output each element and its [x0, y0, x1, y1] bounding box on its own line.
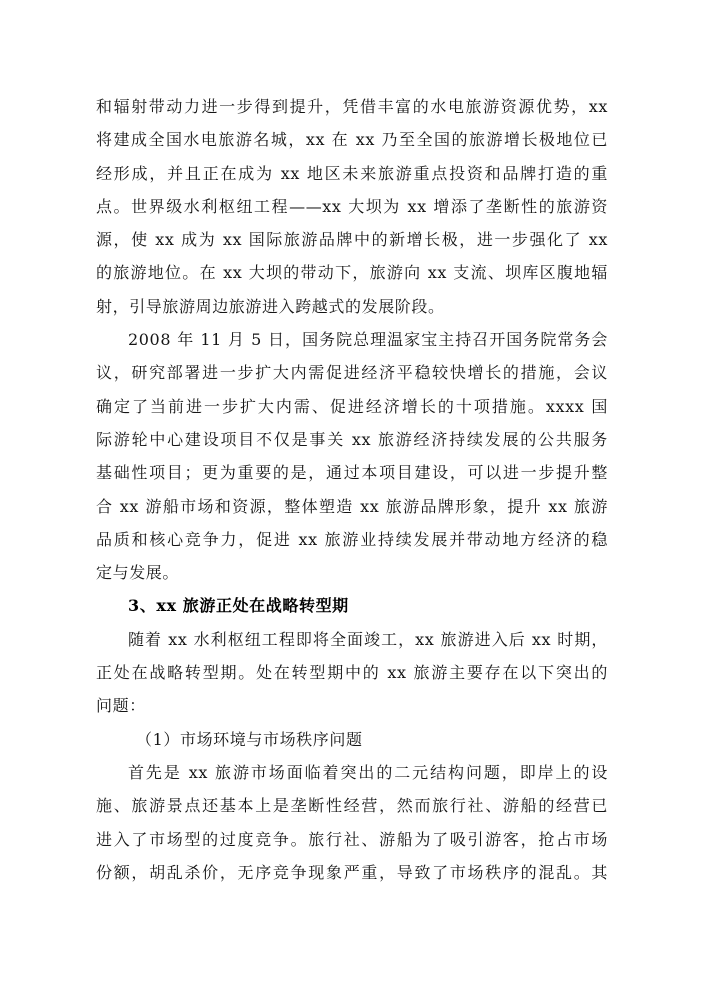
text-line: 的旅游地位。在 xx 大坝的带动下，旅游向 xx 支流、坝库区腹地辐	[96, 263, 608, 283]
paragraph-transition-period	[96, 623, 608, 723]
text-line: 进入了市场型的过度竞争。旅行社、游船为了吸引游客，抢占市场	[96, 829, 608, 849]
text-line: 经形成，并且正在成为 xx 地区未来旅游重点投资和品牌打造的重	[96, 163, 608, 183]
document-body	[96, 90, 608, 889]
text-line: 点。世界级水利枢纽工程——xx 大坝为 xx 增添了垄断性的旅游资	[96, 196, 608, 216]
text-line: 基础性项目；更为重要的是，通过本项目建设，可以进一步提升整	[96, 463, 608, 483]
text-line: 和辐射带动力进一步得到提升，凭借丰富的水电旅游资源优势，xx	[96, 97, 608, 116]
text-line: 确定了当前进一步扩大内需、促进经济增长的十项措施。xxxx 国	[96, 396, 608, 416]
text-line: 份额，胡乱杀价，无序竞争现象严重，导致了市场秩序的混乱。其	[96, 862, 608, 882]
text-line: 品质和核心竞争力，促进 xx 旅游业持续发展并带动地方经济的稳	[96, 529, 608, 549]
subsection-heading: （1）市场环境与市场秩序问题	[136, 729, 363, 749]
text-line: 际游轮中心建设项目不仅是事关 xx 旅游经济持续发展的公共服务	[96, 429, 608, 449]
text-line: 定与发展。	[96, 563, 180, 583]
text-line: 源，使 xx 成为 xx 国际旅游品牌中的新增长极，进一步强化了 xx	[96, 230, 608, 250]
text-line: 正处在战略转型期。处在转型期中的 xx 旅游主要存在以下突出的	[96, 663, 608, 683]
text-line: 将建成全国水电旅游名城，xx 在 xx 乃至全国的旅游增长极地位已	[96, 130, 608, 150]
paragraph-state-council	[96, 323, 608, 589]
text-line: 射，引导旅游周边旅游进入跨越式的发展阶段。	[96, 296, 445, 316]
text-line: 施、旅游景点还基本上是垄断性经营，然而旅行社、游船的经营已	[96, 796, 608, 816]
text-line: 2008 年 11 月 5 日，国务院总理温家宝主持召开国务院常务会	[128, 330, 608, 350]
text-line: 合 xx 游船市场和资源，整体塑造 xx 旅游品牌形象，提升 xx 旅游	[96, 496, 608, 516]
text-line: 议，研究部署进一步扩大内需促进经济平稳较快增长的措施，会议	[96, 363, 608, 383]
section-heading: 3、xx 旅游正处在战略转型期	[128, 596, 349, 616]
text-line: 首先是 xx 旅游市场面临着突出的二元结构问题，即岸上的设	[128, 762, 608, 782]
text-line: 问题：	[96, 696, 146, 716]
text-line: 随着 xx 水利枢纽工程即将全面竣工，xx 旅游进入后 xx 时期，	[128, 629, 608, 649]
paragraph-tourism-growth	[96, 90, 608, 323]
paragraph-market-structure	[96, 756, 608, 889]
